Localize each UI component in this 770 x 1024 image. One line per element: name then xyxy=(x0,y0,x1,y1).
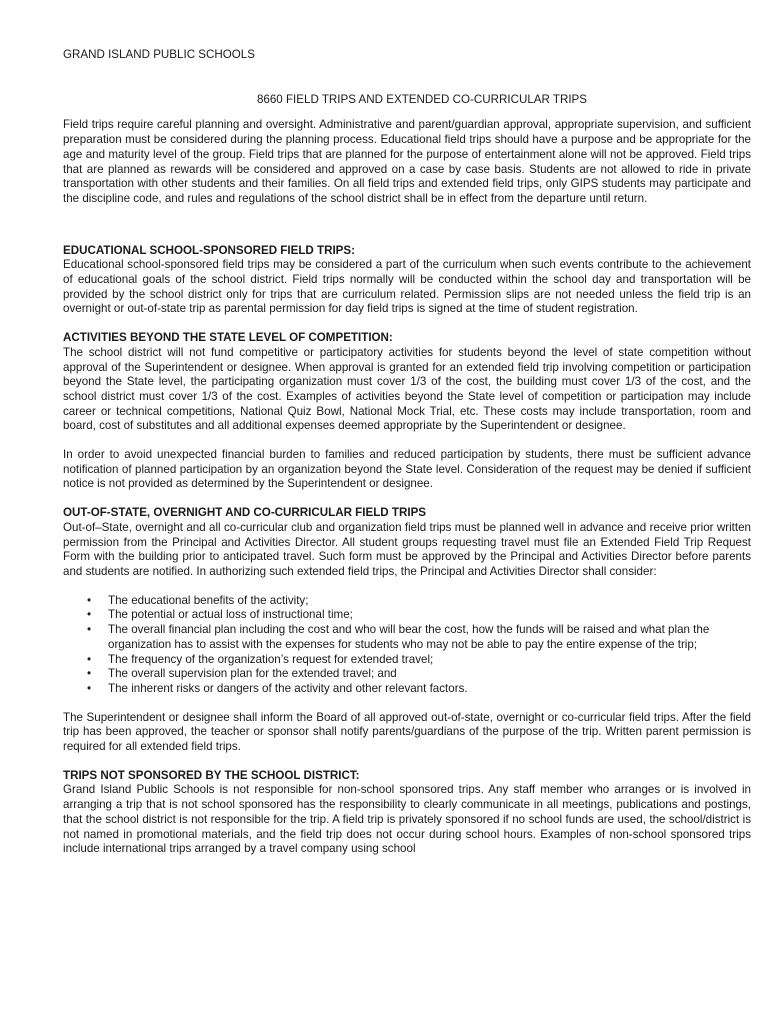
list-item: • The overall supervision plan for the extended travel; and xyxy=(87,667,397,681)
document-page xyxy=(63,48,751,871)
section-heading: EDUCATIONAL SCHOOL-SPONSORED FIELD TRIPS: xyxy=(63,243,356,257)
bullet-icon: • xyxy=(87,681,92,695)
bullet-icon: • xyxy=(87,652,92,666)
organization-name: GRAND ISLAND PUBLIC SCHOOLS xyxy=(63,48,255,61)
list-item: • The overall financial plan including the cost and who will bear the cost, how the funds will be raised and what plan the organization has to assist with the expenses for students who may not be able to pay the entire expense of the trip; xyxy=(87,623,710,651)
list-item: • The educational benefits of the activity; xyxy=(87,593,309,607)
section-not-sponsored xyxy=(63,769,751,857)
section-body-2: The Superintendent or designee shall inform the Board of all approved out-of-state, overnight or co-curricular field trips. After the field trip has been approved, the teacher or sponsor shall notify parents/guardians of the purpose of the trip. Written parent permission is required for all extended field trips. xyxy=(63,710,751,754)
section-heading: OUT-OF-STATE, OVERNIGHT AND CO-CURRICULAR FIELD TRIPS xyxy=(63,506,427,520)
policy-title: 8660 FIELD TRIPS AND EXTENDED CO-CURRICULAR TRIPS xyxy=(256,92,588,106)
list-item: • The frequency of the organization’s request for extended travel; xyxy=(87,652,434,666)
section-heading: ACTIVITIES BEYOND THE STATE LEVEL OF COMPETITION: xyxy=(63,331,393,345)
section-body: Grand Island Public Schools is not responsible for non-school sponsored trips. Any staff member who arranges or is involved in arranging a trip that is not school sponsored has the responsibility to clearly communicate in all meetings, publications and postings, that the school district is not responsible for the trip. A field trip is privately sponsored if no school funds are used, the school/district is not named in promotional materials, and the field trip does not occur during school hours. Examples of non-school sponsored trips include international trips arranged by a travel company using school xyxy=(63,783,751,856)
section-body-2: In order to avoid unexpected financial burden to families and reduced participation by students, there must be sufficient advance notification of planned participation by an organization beyond the State level. Consideration of the request may be denied if sufficient notice is not provided as determined by the Superintendent or designee. xyxy=(63,448,751,491)
considerations-list xyxy=(63,594,751,697)
section-body: The school district will not fund competitive or participatory activities for students beyond the level of state competition without approval of the Superintendent or designee. When approval is granted for an extended field trip involving competition or participation beyond the State level, the participating organization must cover 1/3 of the cost, the building must cover 1/3 of the cost, and the school district must cover 1/3 of the cost. Examples of activities beyond the State level of competition or participation may include career or technical competitions, National Quiz Bowl, National Mock Trial, etc. These costs may include transportation, room and board, cost of substitutes and all additional expenses deemed appropriate by the Superintendent or designee. xyxy=(63,345,751,433)
bullet-icon: • xyxy=(87,667,92,681)
section-body: Out-of–State, overnight and all co-curricular club and organization field trips must be planned well in advance and receive prior written permission from the Principal and Activities Director. All student groups requesting travel must file an Extended Field Trip Request Form with the building prior to anticipated travel. Such form must be approved by the Principal and Activities Director before parents and students are notified. In authorizing such extended field trips, the Principal and Activities Director shall consider: xyxy=(63,520,751,578)
list-item: • The inherent risks or dangers of the activity and other relevant factors. xyxy=(87,681,468,695)
section-body: Educational school-sponsored field trips may be considered a part of the curriculum when such events contribute to the achievement of educational goals of the school district. Field trips normally will be conducted within the school day and transportation will be provided by the school district only for trips that are curriculum related. Permission slips are not needed unless the field trip is an overnight or out-of-state trip as parental permission for day field trips is signed at the time of student registration. xyxy=(63,258,751,316)
bullet-icon: • xyxy=(87,608,92,622)
section-out-of-state xyxy=(63,506,751,755)
bullet-icon: • xyxy=(87,593,92,607)
list-item: • The potential or actual loss of instructional time; xyxy=(87,608,353,622)
section-educational xyxy=(63,244,751,318)
intro-paragraph: Field trips require careful planning and oversight. Administrative and parent/guardian approval, appropriate supervision, and sufficient preparation must be considered during the planning process. Educational field trips should have a purpose and be appropriate for the age and maturity level of the group. Field trips that are planned for the purpose of entertainment alone will not be approved. Field trips that are planned as rewards will be considered and approved on a case by case basis. Students are not allowed to ride in private transportation with other students and their families. On all field trips and extended field trips, only GIPS students may participate and the discipline code, and rules and regulations of the school district shall be in effect from the departure until return. xyxy=(63,118,751,205)
section-heading: TRIPS NOT SPONSORED BY THE SCHOOL DISTRICT: xyxy=(63,768,360,782)
bullet-icon: • xyxy=(87,623,92,637)
section-beyond-state xyxy=(63,331,751,492)
